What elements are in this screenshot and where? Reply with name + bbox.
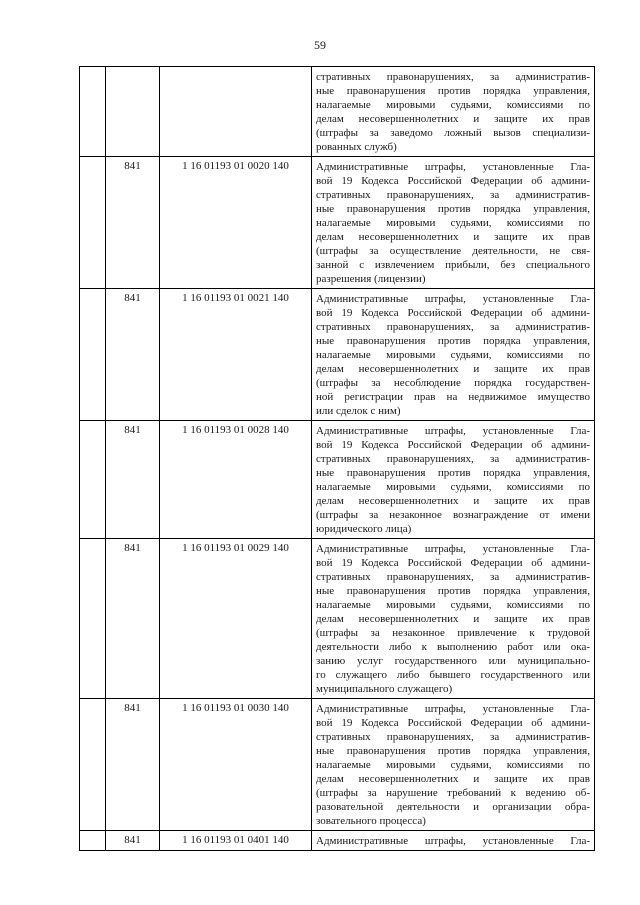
- description-line: стративных правонарушениях, за административ-: [316, 321, 590, 333]
- description-line: налагаемые мировыми судьями, комиссиями по: [316, 599, 590, 611]
- description-line: ные правонарушения против порядка управления,: [316, 335, 590, 347]
- description-cell: [312, 157, 595, 289]
- kbk-code-cell: 1 16 01193 01 0029 140: [160, 539, 312, 699]
- table-row: [80, 421, 595, 539]
- description-line: налагаемые мировыми судьями, комиссиями по: [316, 759, 590, 771]
- description-line: (штрафы за несоблюдение порядка государствен-: [316, 377, 590, 389]
- description-line: (штрафы за незаконное вознаграждение от имени: [316, 509, 590, 521]
- description-line: Административные штрафы, установленные Гла-: [316, 161, 590, 173]
- admin-code-cell: 841: [106, 831, 160, 851]
- admin-code-cell: 841: [106, 699, 160, 831]
- description-line: зовательного процесса): [316, 815, 426, 827]
- description-line: ные правонарушения против порядка управления,: [316, 585, 590, 597]
- description-line: стративных правонарушениях, за административ-: [316, 453, 590, 465]
- description-line: ной регистрации прав на недвижимое имущество: [316, 391, 590, 403]
- description-line: (штрафы за осуществление деятельности, не свя-: [316, 245, 590, 257]
- description-line: го служащего либо бывшего государственного или: [316, 669, 590, 681]
- kbk-code-cell: 1 16 01193 01 0028 140: [160, 421, 312, 539]
- description-line: занной с извлечением прибыли, без специального: [316, 259, 590, 271]
- row-blank-cell: [80, 421, 106, 539]
- row-blank-cell: [80, 157, 106, 289]
- description-cell: [312, 699, 595, 831]
- row-blank-cell: [80, 67, 106, 157]
- admin-code-cell: 841: [106, 289, 160, 421]
- description-line: Административные штрафы, установленные Гла-: [316, 835, 590, 847]
- kbk-code-cell: 1 16 01193 01 0020 140: [160, 157, 312, 289]
- description-line: налагаемые мировыми судьями, комиссиями по: [316, 99, 590, 111]
- description-line: ные правонарушения против порядка управления,: [316, 745, 590, 757]
- admin-code-cell: [106, 67, 160, 157]
- description-line: вой 19 Кодекса Российской Федерации об админи-: [316, 307, 590, 319]
- description-line: вой 19 Кодекса Российской Федерации об админи-: [316, 717, 590, 729]
- description-line: рованных служб): [316, 141, 397, 153]
- description-line: стративных правонарушениях, за административ-: [316, 71, 590, 83]
- description-line: делам несовершеннолетних и защите их прав: [316, 495, 590, 507]
- description-line: (штрафы за заведомо ложный вызов специализи-: [316, 127, 590, 139]
- row-blank-cell: [80, 699, 106, 831]
- description-line: ные правонарушения против порядка управления,: [316, 85, 590, 97]
- description-line: делам несовершеннолетних и защите их прав: [316, 363, 590, 375]
- table-row: [80, 831, 595, 851]
- description-line: налагаемые мировыми судьями, комиссиями по: [316, 481, 590, 493]
- description-line: вой 19 Кодекса Российской Федерации об админи-: [316, 175, 590, 187]
- kbk-code-cell: 1 16 01193 01 0401 140: [160, 831, 312, 851]
- description-line: стративных правонарушениях, за административ-: [316, 189, 590, 201]
- description-line: вой 19 Кодекса Российской Федерации об админи-: [316, 439, 590, 451]
- description-cell: [312, 289, 595, 421]
- description-cell: [312, 831, 595, 851]
- budget-codes-table: [79, 66, 595, 851]
- table-body: [80, 67, 595, 851]
- kbk-code-cell: [160, 67, 312, 157]
- description-line: (штрафы за незаконное привлечение к трудовой: [316, 627, 590, 639]
- row-blank-cell: [80, 539, 106, 699]
- description-line: делам несовершеннолетних и защите их прав: [316, 773, 590, 785]
- description-line: стративных правонарушениях, за административ-: [316, 571, 590, 583]
- page-number: 59: [314, 38, 326, 52]
- description-line: делам несовершеннолетних и защите их прав: [316, 113, 590, 125]
- admin-code-cell: 841: [106, 157, 160, 289]
- kbk-code-cell: 1 16 01193 01 0030 140: [160, 699, 312, 831]
- description-line: Административные штрафы, установленные Гла-: [316, 703, 590, 715]
- description-line: делам несовершеннолетних и защите их прав: [316, 231, 590, 243]
- row-blank-cell: [80, 289, 106, 421]
- description-line: Административные штрафы, установленные Гла-: [316, 293, 590, 305]
- description-line: деятельности либо к выполнению работ или ока-: [316, 641, 590, 653]
- description-line: разрешения (лицензии): [316, 273, 426, 285]
- description-cell: [312, 539, 595, 699]
- description-line: Административные штрафы, установленные Гла-: [316, 425, 590, 437]
- description-line: налагаемые мировыми судьями, комиссиями по: [316, 349, 590, 361]
- kbk-code-cell: 1 16 01193 01 0021 140: [160, 289, 312, 421]
- table-row: [80, 539, 595, 699]
- table-row: [80, 699, 595, 831]
- description-line: вой 19 Кодекса Российской Федерации об админи-: [316, 557, 590, 569]
- description-line: стративных правонарушениях, за административ-: [316, 731, 590, 743]
- admin-code-cell: 841: [106, 421, 160, 539]
- description-line: делам несовершеннолетних и защите их прав: [316, 613, 590, 625]
- row-blank-cell: [80, 831, 106, 851]
- description-cell: [312, 67, 595, 157]
- table-row: [80, 157, 595, 289]
- description-line: ные правонарушения против порядка управления,: [316, 467, 590, 479]
- description-line: муниципального служащего): [316, 683, 453, 695]
- table-row: [80, 289, 595, 421]
- description-line: Административные штрафы, установленные Гла-: [316, 543, 590, 555]
- table-row: [80, 67, 595, 157]
- description-cell: [312, 421, 595, 539]
- description-line: ные правонарушения против порядка управления,: [316, 203, 590, 215]
- description-line: юридического лица): [316, 523, 412, 535]
- description-line: занию услуг государственного или муниципально-: [316, 655, 590, 667]
- description-line: или сделок с ним): [316, 405, 401, 417]
- description-line: налагаемые мировыми судьями, комиссиями по: [316, 217, 590, 229]
- description-line: (штрафы за нарушение требований к ведению об-: [316, 787, 590, 799]
- admin-code-cell: 841: [106, 539, 160, 699]
- description-line: разовательной деятельности и организации обра-: [316, 801, 590, 813]
